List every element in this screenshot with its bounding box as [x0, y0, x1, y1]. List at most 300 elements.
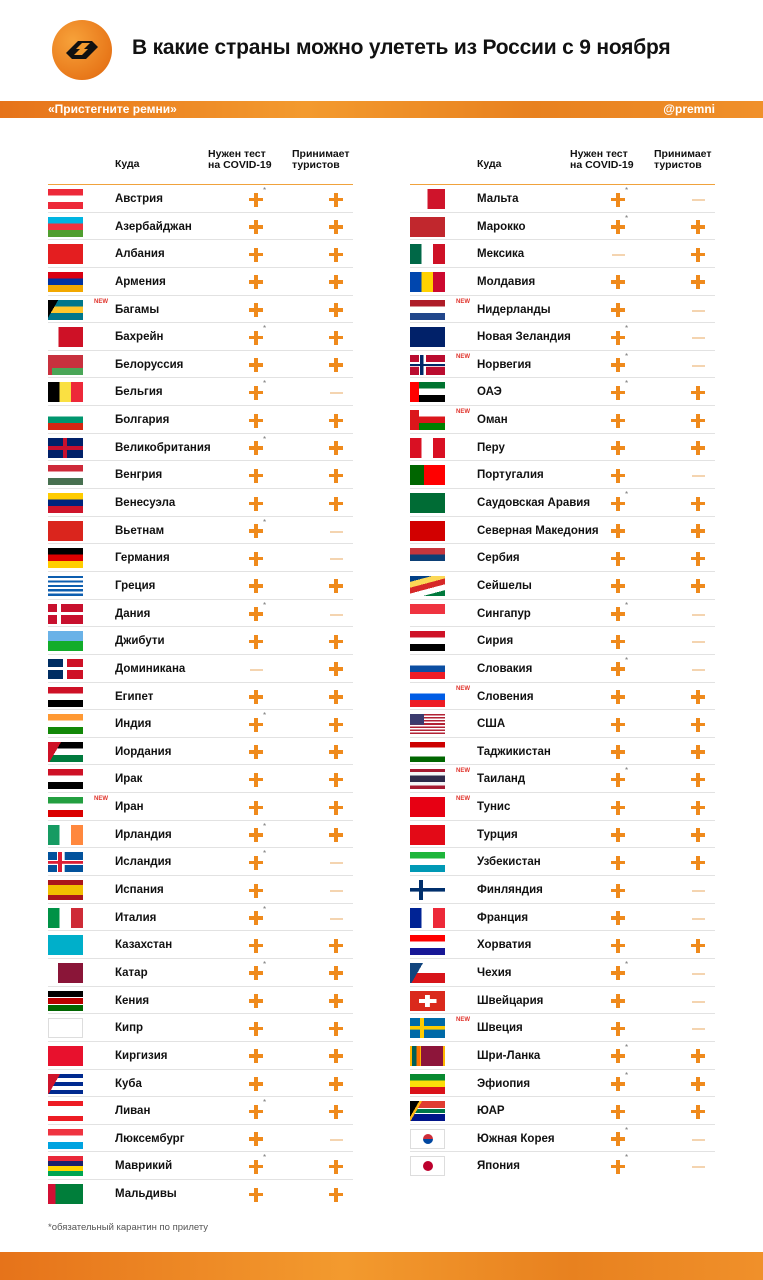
country-flag-icon — [48, 272, 83, 292]
country-name: Белоруссия — [115, 358, 184, 371]
country-flag-icon — [48, 1156, 83, 1176]
dash-icon — [328, 910, 346, 928]
test-header: Нужен тест на COVID-19 — [208, 148, 272, 171]
country-name: Мальдивы — [115, 1188, 177, 1201]
country-row — [410, 655, 715, 683]
country-row — [410, 959, 715, 987]
country-row — [48, 1014, 353, 1042]
country-row — [410, 627, 715, 655]
country-row — [48, 848, 353, 876]
country-row — [48, 876, 353, 904]
header — [0, 0, 763, 100]
plus-icon — [328, 1048, 346, 1066]
dash-icon — [690, 661, 708, 679]
plus-icon — [610, 1042, 629, 1066]
country-flag-icon — [48, 1129, 83, 1149]
plus-icon — [690, 274, 708, 292]
plus-icon — [690, 440, 708, 458]
country-name: Ирак — [115, 773, 143, 786]
dash-icon — [328, 606, 346, 624]
dash-icon — [328, 550, 346, 568]
plus-icon — [690, 716, 708, 734]
logo — [52, 20, 112, 80]
plus-icon — [690, 744, 708, 762]
country-flag-icon — [48, 631, 83, 651]
plus-icon — [248, 434, 267, 458]
country-flag-icon — [410, 217, 445, 237]
country-flag-icon — [410, 852, 445, 872]
dash-icon — [690, 467, 708, 485]
plus-icon — [248, 711, 267, 734]
country-row — [410, 268, 715, 296]
country-flag-icon — [48, 1018, 83, 1038]
plus-icon — [610, 959, 629, 983]
quarantine-star: * — [625, 213, 629, 223]
plus-icon — [328, 633, 346, 651]
country-flag-icon — [48, 465, 83, 485]
country-row — [48, 627, 353, 655]
plus-icon — [690, 219, 708, 237]
plus-icon — [610, 1103, 628, 1121]
country-name: Норвегия — [477, 358, 532, 371]
country-name: Джибути — [115, 635, 165, 648]
country-name: Кипр — [115, 1022, 144, 1035]
country-row — [410, 296, 715, 324]
country-row — [410, 1125, 715, 1153]
new-badge: NEW — [456, 409, 470, 416]
plus-icon — [690, 523, 708, 541]
country-row — [410, 1152, 715, 1180]
dash-icon — [610, 246, 628, 264]
country-flag-icon — [410, 825, 445, 845]
country-row — [410, 434, 715, 462]
destination-header: Куда — [477, 158, 502, 170]
country-name: Германия — [115, 552, 170, 565]
country-row — [48, 323, 353, 351]
country-flag-icon — [410, 1074, 445, 1094]
plus-icon — [690, 854, 708, 872]
quarantine-star: * — [625, 766, 629, 776]
quarantine-star: * — [263, 1098, 267, 1108]
quarantine-star: * — [263, 324, 267, 334]
plus-icon — [328, 827, 346, 845]
plus-icon — [610, 1153, 629, 1176]
quarantine-star: * — [263, 600, 267, 610]
country-flag-icon — [410, 742, 445, 762]
country-row — [410, 240, 715, 268]
plus-icon — [248, 849, 267, 872]
plus-icon — [610, 1125, 629, 1149]
country-flag-icon — [410, 687, 445, 707]
plus-icon — [690, 689, 708, 707]
country-name: Бельгия — [115, 386, 163, 399]
plus-icon — [690, 937, 708, 955]
country-name: Сингапур — [477, 607, 531, 620]
country-flag-icon — [48, 991, 83, 1011]
quarantine-star: * — [263, 711, 267, 721]
flag-emblem — [423, 1134, 433, 1144]
plus-icon — [248, 186, 267, 209]
country-flag-icon — [410, 548, 445, 568]
country-name: Армения — [115, 275, 166, 288]
plus-icon — [248, 219, 266, 237]
plus-icon — [328, 1186, 346, 1204]
country-flag-icon — [48, 963, 83, 983]
country-name: Сербия — [477, 552, 520, 565]
plus-icon — [328, 744, 346, 762]
country-name: Доминикана — [115, 662, 186, 675]
plus-icon — [328, 1103, 346, 1121]
country-name: Перу — [477, 441, 505, 454]
tourists-header: Принимает туристов — [654, 148, 712, 171]
country-row — [410, 323, 715, 351]
plus-icon — [328, 274, 346, 292]
country-name: Нидерланды — [477, 303, 551, 316]
country-flag-icon — [48, 410, 83, 430]
plus-icon — [248, 517, 267, 541]
country-flag-icon — [48, 769, 83, 789]
right-column — [410, 138, 715, 1180]
country-name: Ливан — [115, 1105, 151, 1118]
country-flag-icon — [48, 1074, 83, 1094]
new-badge: NEW — [456, 685, 470, 692]
column-header — [48, 138, 353, 185]
country-row — [48, 765, 353, 793]
country-flag-icon — [410, 1129, 445, 1149]
plus-icon — [248, 550, 266, 568]
country-row — [48, 1097, 353, 1125]
plus-icon — [328, 1076, 346, 1094]
country-name: Египет — [115, 690, 154, 703]
country-name: Киргизия — [115, 1049, 168, 1062]
country-row — [48, 904, 353, 932]
plus-icon — [248, 689, 266, 707]
country-row — [410, 710, 715, 738]
plus-icon — [690, 246, 708, 264]
country-name: Болгария — [115, 414, 170, 427]
country-row — [410, 600, 715, 628]
plus-icon — [610, 490, 629, 513]
dash-icon — [690, 993, 708, 1011]
country-row — [48, 821, 353, 849]
plus-icon — [328, 799, 346, 817]
plus-icon — [328, 993, 346, 1011]
country-flag-icon — [410, 576, 445, 596]
dash-icon — [328, 384, 346, 402]
plus-icon — [610, 1020, 628, 1038]
country-name: Исландия — [115, 856, 172, 869]
country-flag-icon — [410, 880, 445, 900]
country-flag-icon — [410, 769, 445, 789]
plus-icon — [328, 302, 346, 320]
plus-icon — [690, 495, 708, 513]
country-row — [48, 1152, 353, 1180]
plus-icon — [328, 689, 346, 707]
country-flag-icon — [48, 1101, 83, 1121]
plus-icon — [328, 937, 346, 955]
country-name: Сейшелы — [477, 579, 532, 592]
plus-icon — [610, 827, 628, 845]
plus-icon — [328, 440, 346, 458]
country-row — [410, 1042, 715, 1070]
country-row — [410, 793, 715, 821]
country-row — [410, 572, 715, 600]
country-row — [48, 268, 353, 296]
plus-icon — [690, 1048, 708, 1066]
plus-icon — [248, 1048, 266, 1066]
country-list — [48, 185, 353, 1208]
country-row — [48, 1042, 353, 1070]
country-name: Финляндия — [477, 884, 543, 897]
quarantine-star: * — [625, 959, 629, 969]
dash-icon — [690, 302, 708, 320]
country-flag-icon — [48, 1184, 83, 1204]
country-name: Швеция — [477, 1022, 523, 1035]
plus-icon — [248, 1020, 266, 1038]
quarantine-star: * — [263, 849, 267, 859]
new-badge: NEW — [456, 1017, 470, 1024]
country-name: Бахрейн — [115, 331, 164, 344]
country-name: Кения — [115, 994, 150, 1007]
dash-icon — [328, 523, 346, 541]
tagline-stripe — [0, 101, 763, 118]
plus-icon — [610, 882, 628, 900]
country-row — [48, 959, 353, 987]
country-row — [410, 517, 715, 545]
plus-icon — [328, 578, 346, 596]
country-flag-icon — [48, 797, 83, 817]
plus-icon — [610, 412, 628, 430]
country-flag-icon — [410, 355, 445, 375]
country-row — [410, 765, 715, 793]
country-name: Иордания — [115, 745, 172, 758]
plus-icon — [328, 467, 346, 485]
plus-icon — [328, 191, 346, 209]
country-flag-icon — [48, 300, 83, 320]
country-flag-icon — [410, 272, 445, 292]
plus-icon — [610, 766, 629, 789]
country-flag-icon — [48, 493, 83, 513]
plus-icon — [248, 633, 266, 651]
country-flag-icon — [410, 991, 445, 1011]
plus-icon — [248, 357, 266, 375]
plus-icon — [248, 744, 266, 762]
country-flag-icon — [410, 908, 445, 928]
dash-icon — [690, 191, 708, 209]
country-row — [48, 240, 353, 268]
plus-icon — [610, 993, 628, 1011]
country-name: Ирландия — [115, 828, 172, 841]
country-flag-icon — [410, 438, 445, 458]
country-flag-icon — [410, 327, 445, 347]
dash-icon — [248, 661, 266, 679]
country-flag-icon — [48, 659, 83, 679]
country-name: Маврикий — [115, 1160, 173, 1173]
plus-icon — [690, 1076, 708, 1094]
plus-icon — [248, 274, 266, 292]
country-flag-icon — [48, 189, 83, 209]
plus-icon — [610, 324, 629, 347]
country-row — [410, 738, 715, 766]
plus-icon — [248, 799, 266, 817]
country-name: Сирия — [477, 635, 514, 648]
country-row — [410, 904, 715, 932]
quarantine-star: * — [263, 379, 267, 389]
plus-icon — [610, 600, 629, 624]
plus-icon — [328, 771, 346, 789]
country-name: Дания — [115, 607, 151, 620]
country-row — [48, 572, 353, 600]
country-flag-icon — [410, 604, 445, 624]
plus-icon — [328, 965, 346, 983]
country-flag-icon — [410, 1101, 445, 1121]
country-row — [410, 544, 715, 572]
seatbelt-logo-icon — [62, 35, 102, 65]
dash-icon — [690, 1158, 708, 1176]
country-name: Турция — [477, 828, 518, 841]
country-row — [48, 213, 353, 241]
country-flag-icon — [48, 548, 83, 568]
country-flag-icon — [410, 935, 445, 955]
country-flag-icon — [48, 935, 83, 955]
country-row — [410, 1014, 715, 1042]
country-name: Мексика — [477, 248, 525, 261]
plus-icon — [328, 716, 346, 734]
country-flag-icon — [410, 300, 445, 320]
plus-icon — [248, 246, 266, 264]
plus-icon — [610, 799, 628, 817]
country-row — [48, 710, 353, 738]
quarantine-star: * — [263, 517, 267, 527]
country-name: Эфиопия — [477, 1077, 531, 1090]
plus-icon — [248, 937, 266, 955]
channel-handle: @premni — [663, 102, 715, 116]
country-flag-icon — [410, 410, 445, 430]
plus-icon — [690, 384, 708, 402]
test-header: Нужен тест на COVID-19 — [570, 148, 634, 171]
dash-icon — [328, 1131, 346, 1149]
country-name: Испания — [115, 884, 164, 897]
plus-icon — [248, 578, 266, 596]
quarantine-star: * — [625, 186, 629, 195]
country-list — [410, 185, 715, 1180]
dash-icon — [690, 357, 708, 375]
country-flag-icon — [410, 521, 445, 541]
plus-icon — [248, 379, 267, 402]
plus-icon — [248, 771, 266, 789]
plus-icon — [248, 495, 266, 513]
country-flag-icon — [410, 714, 445, 734]
dash-icon — [690, 882, 708, 900]
plus-icon — [610, 854, 628, 872]
tagline: «Пристегните ремни» — [48, 102, 177, 116]
tourists-header: Принимает туристов — [292, 148, 350, 171]
plus-icon — [328, 495, 346, 513]
plus-icon — [328, 412, 346, 430]
country-flag-icon — [48, 604, 83, 624]
plus-icon — [610, 213, 629, 237]
country-row — [410, 876, 715, 904]
new-badge: NEW — [94, 796, 108, 803]
country-name: Венгрия — [115, 469, 163, 482]
country-flag-icon — [48, 355, 83, 375]
plus-icon — [610, 937, 628, 955]
plus-icon — [610, 716, 628, 734]
dash-icon — [690, 633, 708, 651]
country-flag-icon — [48, 880, 83, 900]
plus-icon — [328, 329, 346, 347]
country-name: Люксембург — [115, 1132, 185, 1145]
destination-header: Куда — [115, 158, 140, 170]
country-flag-icon — [48, 687, 83, 707]
new-badge: NEW — [456, 353, 470, 360]
country-name: Марокко — [477, 220, 526, 233]
country-row — [410, 821, 715, 849]
plus-icon — [610, 467, 628, 485]
country-name: Чехия — [477, 966, 512, 979]
plus-icon — [690, 412, 708, 430]
quarantine-star: * — [625, 1070, 629, 1080]
plus-icon — [248, 1098, 267, 1121]
country-row — [48, 351, 353, 379]
country-name: Оман — [477, 414, 508, 427]
country-name: Франция — [477, 911, 529, 924]
plus-icon — [610, 440, 628, 458]
country-name: Катар — [115, 966, 148, 979]
country-row — [410, 1070, 715, 1098]
plus-icon — [328, 246, 346, 264]
country-row — [410, 406, 715, 434]
country-flag-icon — [410, 963, 445, 983]
country-row — [410, 378, 715, 406]
country-flag-icon — [48, 825, 83, 845]
country-name: Португалия — [477, 469, 544, 482]
quarantine-star: * — [263, 186, 267, 195]
new-badge: NEW — [456, 298, 470, 305]
country-row — [48, 185, 353, 213]
plus-icon — [248, 821, 267, 845]
bottom-stripe — [0, 1252, 763, 1280]
country-name: Греция — [115, 579, 156, 592]
country-name: Новая Зеландия — [477, 331, 571, 344]
country-name: ЮАР — [477, 1105, 505, 1118]
plus-icon — [248, 1186, 266, 1204]
country-flag-icon — [48, 217, 83, 237]
country-name: Казахстан — [115, 939, 173, 952]
plus-icon — [690, 550, 708, 568]
country-row — [410, 489, 715, 517]
country-flag-icon — [410, 1156, 445, 1176]
dash-icon — [690, 1020, 708, 1038]
plus-icon — [610, 550, 628, 568]
country-row — [410, 848, 715, 876]
quarantine-star: * — [625, 379, 629, 389]
dash-icon — [328, 854, 346, 872]
country-name: Шри-Ланка — [477, 1049, 541, 1062]
country-name: Саудовская Аравия — [477, 497, 591, 510]
country-flag-icon — [48, 852, 83, 872]
country-flag-icon — [410, 797, 445, 817]
country-row — [48, 406, 353, 434]
plus-icon — [610, 578, 628, 596]
quarantine-star: * — [625, 1042, 629, 1052]
plus-icon — [610, 910, 628, 928]
country-name: ОАЭ — [477, 386, 502, 399]
new-badge: NEW — [456, 768, 470, 775]
plus-icon — [610, 351, 629, 375]
country-row — [48, 296, 353, 324]
country-row — [48, 461, 353, 489]
